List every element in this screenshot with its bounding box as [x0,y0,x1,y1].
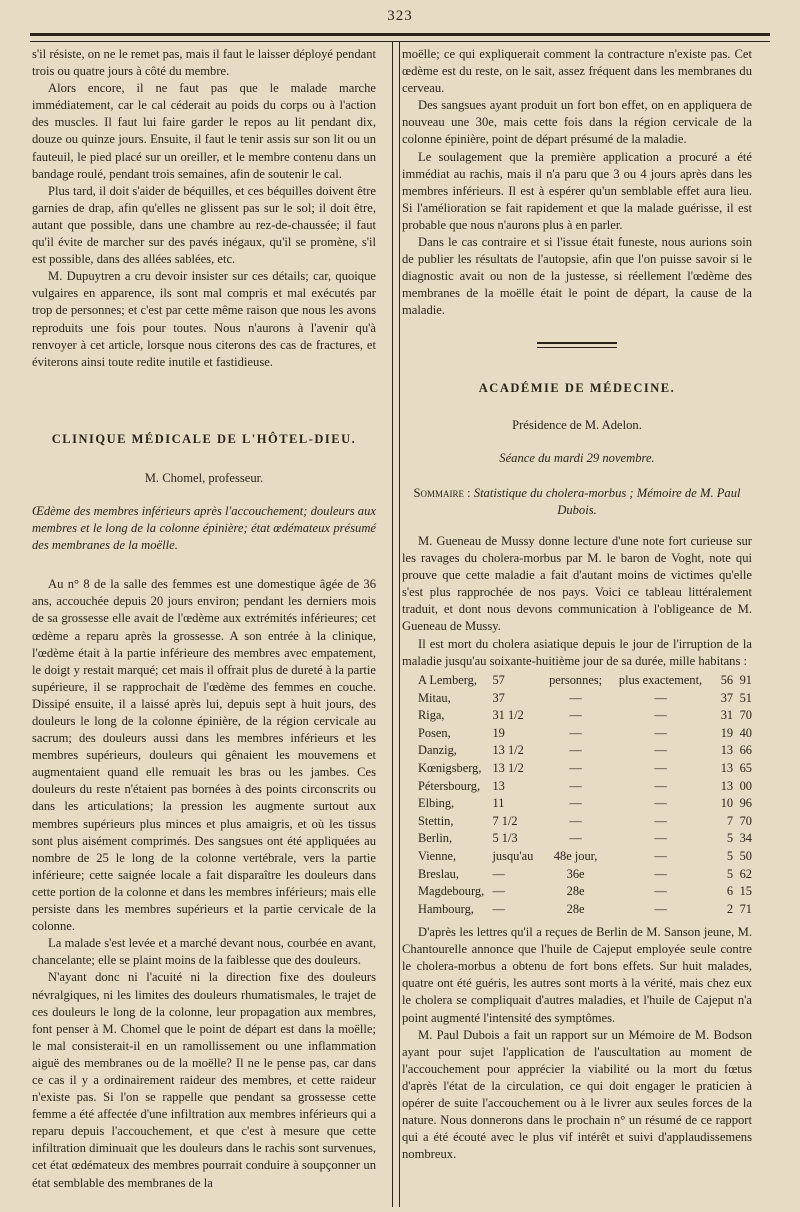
table-row [418,742,752,760]
section-title: ACADÉMIE DE MÉDECINE. [478,380,676,395]
table-row [418,672,752,690]
professor-line: M. Chomel, professeur. [144,470,264,485]
table-cell: 7 [726,813,734,828]
table-cell: 13 [492,778,505,793]
sommaire-label: Sommaire : [413,485,471,500]
table-cell: personnes; [549,672,603,687]
presidence-line: Présidence de M. Adelon. [512,417,642,432]
table-cell: — [492,901,505,916]
table-cell: Magdebourg, [418,884,485,899]
table-row [418,900,752,918]
table-cell: — [654,708,667,723]
table-cell: — [569,778,582,793]
table-cell: 19 [720,725,734,740]
table-cell: 62 [739,866,752,881]
table-cell: 31 [720,708,734,723]
cholera-mortality-table [418,672,752,918]
table-row [418,689,752,707]
table-cell: 2 [726,901,734,916]
table-cell: Danzig, [418,743,457,758]
paragraph: M. Gueneau de Mussy donne lecture d'une note fort curieuse sur les ravages du cholera-morbus par M. le baron de Voght, note qui prouve que cette maladie a fait d'autant moins de victimes qu'elle s'est plus rapprochée de nos pays. Voici ce tableau littéralement traduit, et dont nous devons communication à l'obligeance de M. Gueneau de Mussy. [402,533,752,634]
table-row [418,725,752,743]
table-cell: — [492,884,505,899]
sommaire-text: Statistique du cholera-morbus ; Mémoire de M. Paul Dubois. [473,485,741,517]
table-cell: 11 [492,796,505,811]
paragraph: Il est mort du cholera asiatique depuis le jour de l'irruption de la maladie jusqu'au soixante-huitième jour de sa durée, mille habitans : [402,636,752,668]
table-cell: Kœnigsberg, [418,760,482,775]
table-cell: — [654,901,667,916]
table-cell: — [654,796,667,811]
table-cell: 56 [720,672,734,687]
table-cell: Hambourg, [418,901,474,916]
paragraph: M. Dupuytren a cru devoir insister sur ces détails; car, quoique vulgaires en apparence, ils sont mal compris et mal exécutés par trop de personnes; et c'est par cette même raison que nous les avons reproduits une fois pour toutes. Nous n'aurons à l'avenir qu'à renvoyer à cet article, lorsque nous citerons des cas de fractures, et éviterons ainsi toute redite inutile et fastidieuse. [32,269,376,369]
table-row [418,795,752,813]
paragraph: moëlle; ce qui expliquerait comment la contracture n'existe pas. Cet œdème est du reste, on le sait, assez fréquent dans les membranes du cerveau. [402,47,752,96]
table-cell: 5 1/3 [492,831,518,846]
table-cell: 31 1/2 [492,708,524,723]
table-cell: Breslau, [418,866,459,881]
table-cell: — [654,760,667,775]
paragraph: Dans le cas contraire et si l'issue était funeste, nous aurions soin de publier les résultats de l'autopsie, afin que l'on puisse savoir si le diagnostic avait ou non de la justesse, si réellement l'œdème des membranes de la moëlle était le point de départ, la cause de la maladie. [402,235,752,318]
paragraph: Alors encore, il ne faut pas que le malade marche immédiatement, car le cal céderait au poids du corps ou à l'action des muscles. Il faut lui faire garder le repos au lit pendant dix, douze ou quinze jours. Ensuite, il faut le tenir assis sur son lit ou un fauteuil, le pied placé sur un oreiller, et le membre contenu dans un bandage roulé, pendant trois semaines, afin de soutenir le cal. [32,81,376,181]
table-cell: — [654,725,667,740]
table-cell: 5 [726,831,734,846]
table-cell: 51 [739,690,752,705]
table-cell: — [569,760,582,775]
table-cell: — [654,690,667,705]
table-cell: 13 1/2 [492,743,524,758]
paragraph: La malade s'est levée et a marché devant nous, courbée en avant, chancelante; elle se plaint moins de la faiblesse que des douleurs. [32,936,376,968]
table-row [418,830,752,848]
paragraph: N'ayant donc ni l'acuité ni la direction fixe des douleurs névralgiques, ni les limites des douleurs rhumatismales, le trajet de ces douleurs le long de la colonne, leur propagation aux membres, font penser à M. Chomel que le point de départ est dans la moëlle; le mal consisterait-il en un ramollissement ou une inflammation aiguë des membranes ou de la moëlle? Il ne le pense pas, car dans ce cas il y a ordinairement raideur des membres, et cette raideur n'existe pas. Si l'on se rappelle que pendant sa grossesse cette femme a été affectée d'une infiltration aux membres inférieurs qui a reparu depuis l'accouchement, et que c'est à mesure que cette infiltration diminuait que les douleurs dans le rachis sont survenues, cet état œdémateux des membres pourrait conduire à soupçonner un état semblable des membranes de la [32,970,376,1190]
table-cell: 13 [720,743,734,758]
table-cell: 36e [566,866,585,881]
table-cell: 66 [739,743,752,758]
table-cell: — [654,778,667,793]
header-rule [30,33,770,42]
table-cell: Berlin, [418,831,453,846]
table-cell: 5 [726,848,734,863]
table-cell: 5 [726,866,734,881]
seance-date: Séance du mardi 29 novembre. [499,450,655,465]
table-cell: 19 [492,725,505,740]
table-cell: 28e [566,901,585,916]
table-cell: 13 [720,760,734,775]
table-cell: 13 [720,778,734,793]
table-cell: 57 [492,672,505,687]
table-cell: — [569,813,582,828]
table-cell: 15 [739,884,752,899]
table-cell: — [569,796,582,811]
column-divider [392,42,400,1207]
table-cell: 37 [492,690,505,705]
table-row [418,707,752,725]
sommaire [402,485,752,519]
table-cell: 71 [739,901,752,916]
table-cell: Vienne, [418,848,457,863]
table-cell: 34 [739,831,752,846]
table-cell: — [654,743,667,758]
table-cell: — [569,690,582,705]
right-column [402,46,752,1163]
table-cell: — [492,866,505,881]
table-cell: — [569,831,582,846]
table-cell: — [654,831,667,846]
table-cell: 37 [720,690,734,705]
table-cell: 65 [739,760,752,775]
table-cell: Mitau, [418,690,451,705]
table-cell: A Lemberg, [418,672,477,687]
table-row [418,865,752,883]
paragraph: Le soulagement que la première application a procuré a été immédiat au rachis, mais il n'a paru que 3 ou 4 jours après dans les membres inférieurs. Il est à espérer qu'un semblable effet aura lieu. Si l'amélioration se fait rapidement et que la malade guérisse, il est probable que nous n'aurons plus à en parler. [402,149,752,232]
table-cell: 7 1/2 [492,813,518,828]
paragraph: Des sangsues ayant produit un fort bon effet, on en appliquera de nouveau une 30e, mais cette fois dans la région cervicale de la colonne épinière, point de départ présumé de la maladie. [402,98,752,147]
left-column [32,46,376,1192]
table-cell: jusqu'au [492,848,534,863]
table-cell: — [654,813,667,828]
table-cell: plus exactement, [618,672,703,687]
paragraph: D'après les lettres qu'il a reçues de Berlin de M. Sanson jeune, M. Chantourelle annonce que l'huile de Cajeput employée seule contre le cholera-morbus a obtenu de fort bons effets. Sur huit malades, quatre ont été guéris, les autres sont morts à la vérité, mais chez eux le cholera se compliquait d'autres maladies, et l'huile de Cajeput n'a point augmenté l'intensité des symptômes. [402,925,752,1025]
table-cell: 10 [720,796,734,811]
table-cell: — [654,848,667,863]
table-cell: 50 [739,848,752,863]
page-number: 323 [387,8,413,24]
table-cell: 70 [739,813,752,828]
table-cell: 96 [739,796,752,811]
table-cell: Stettin, [418,813,454,828]
table-cell: Elbing, [418,796,455,811]
table-cell: 40 [739,725,752,740]
table-cell: 13 1/2 [492,760,524,775]
paragraph: Au n° 8 de la salle des femmes est une domestique âgée de 36 ans, accouchée depuis 20 jours environ; pendant les derniers mois de sa grossesse elle avait de l'œdème aux extrémités inférieures; cet œdème a reparu après la grossesse. A son entrée à la clinique, l'œdème était à la partie inférieure des membres avec empatement, le doigt y restait marqué; cet mais il offrait plus de dureté à la partie supérieure, il se rapprochait de l'œdème des femmes en couche. Dissipé ensuite, il a laissé après lui, depuis sept à huit jours, des douleurs le long de la colonne épinière, de la région cervicale au sacrum; des douleurs aussi dans les membres inférieurs et les membres supérieurs, douleurs qui gênaient les mouvemens et augmentaient quand elle remuait les bras ou les jambes. Ces douleurs du reste n'étaient pas bornées à des points circonscrits ou dans les articulations; la pression les augmente surtout aux membres supérieurs plus minces et plus amaigris, et où les tissus sont plus aisément comprimés. Des sangsues ont été appliquées au nombre de 25 le long de la colonne vertébrale, vers la partie inférieure; cette saignée locale a fait disparaître les douleurs dans cette portion de la colonne et dans les membres inférieurs; mais elle persiste dans les membres supérieurs et la partie cervicale de la colonne. [32,577,376,934]
table-cell: — [569,743,582,758]
table-cell: — [654,866,667,881]
table-row [418,812,752,830]
table-cell: 28e [566,884,585,899]
table-cell: — [569,725,582,740]
table-cell: Posen, [418,725,451,740]
table-cell: Pétersbourg, [418,778,481,793]
table-row [418,777,752,795]
paragraph: M. Paul Dubois a fait un rapport sur un Mémoire de M. Bodson ayant pour sujet l'application de l'auscultation au moment de l'accouchement pour apprécier la viabilité ou la mort du fœtus d'après l'état de la circulation, ce qui doit engager le praticien à opérer de suite l'accouchement ou à le livrer aux seules forces de la nature. Nous donnerons dans le prochain n° un résumé de ce rapport qui a été écouté avec le plus vif intérêt et suivi d'applaudissemens nombreux. [402,1027,752,1162]
paragraph: s'il résiste, on ne le remet pas, mais il faut le laisser déployé pendant trois ou quatre jours à côté du membre. [32,47,376,79]
table-cell: — [654,884,667,899]
table-cell: Riga, [418,708,445,723]
table-row [418,760,752,778]
section-title: CLINIQUE MÉDICALE DE L'HÔTEL-DIEU. [51,431,357,446]
table-row [418,848,752,866]
table-row [418,883,752,901]
table-cell: 00 [739,778,752,793]
paragraph: Plus tard, il doit s'aider de béquilles, et ces béquilles doivent être garnies de drap, afin qu'elles ne glissent pas sur le sol; il doit être, autant que possible, dans une chambre au rez-de-chaussée; il faut qu'il évite de marcher sur des pavés inégaux, qu'il se promène, s'il est possible, dans des allées sablées, etc. [32,183,376,267]
table-cell: 91 [739,672,752,687]
table-cell: 48e jour, [553,848,598,863]
table-cell: 70 [739,708,752,723]
table-cell: 6 [726,884,734,899]
table-cell: — [569,708,582,723]
case-subtitle: Œdème des membres inférieurs après l'accouchement; douleurs aux membres et le long de la colonne épinière; état œdémateux présumé des membranes de la moëlle. [32,503,376,553]
